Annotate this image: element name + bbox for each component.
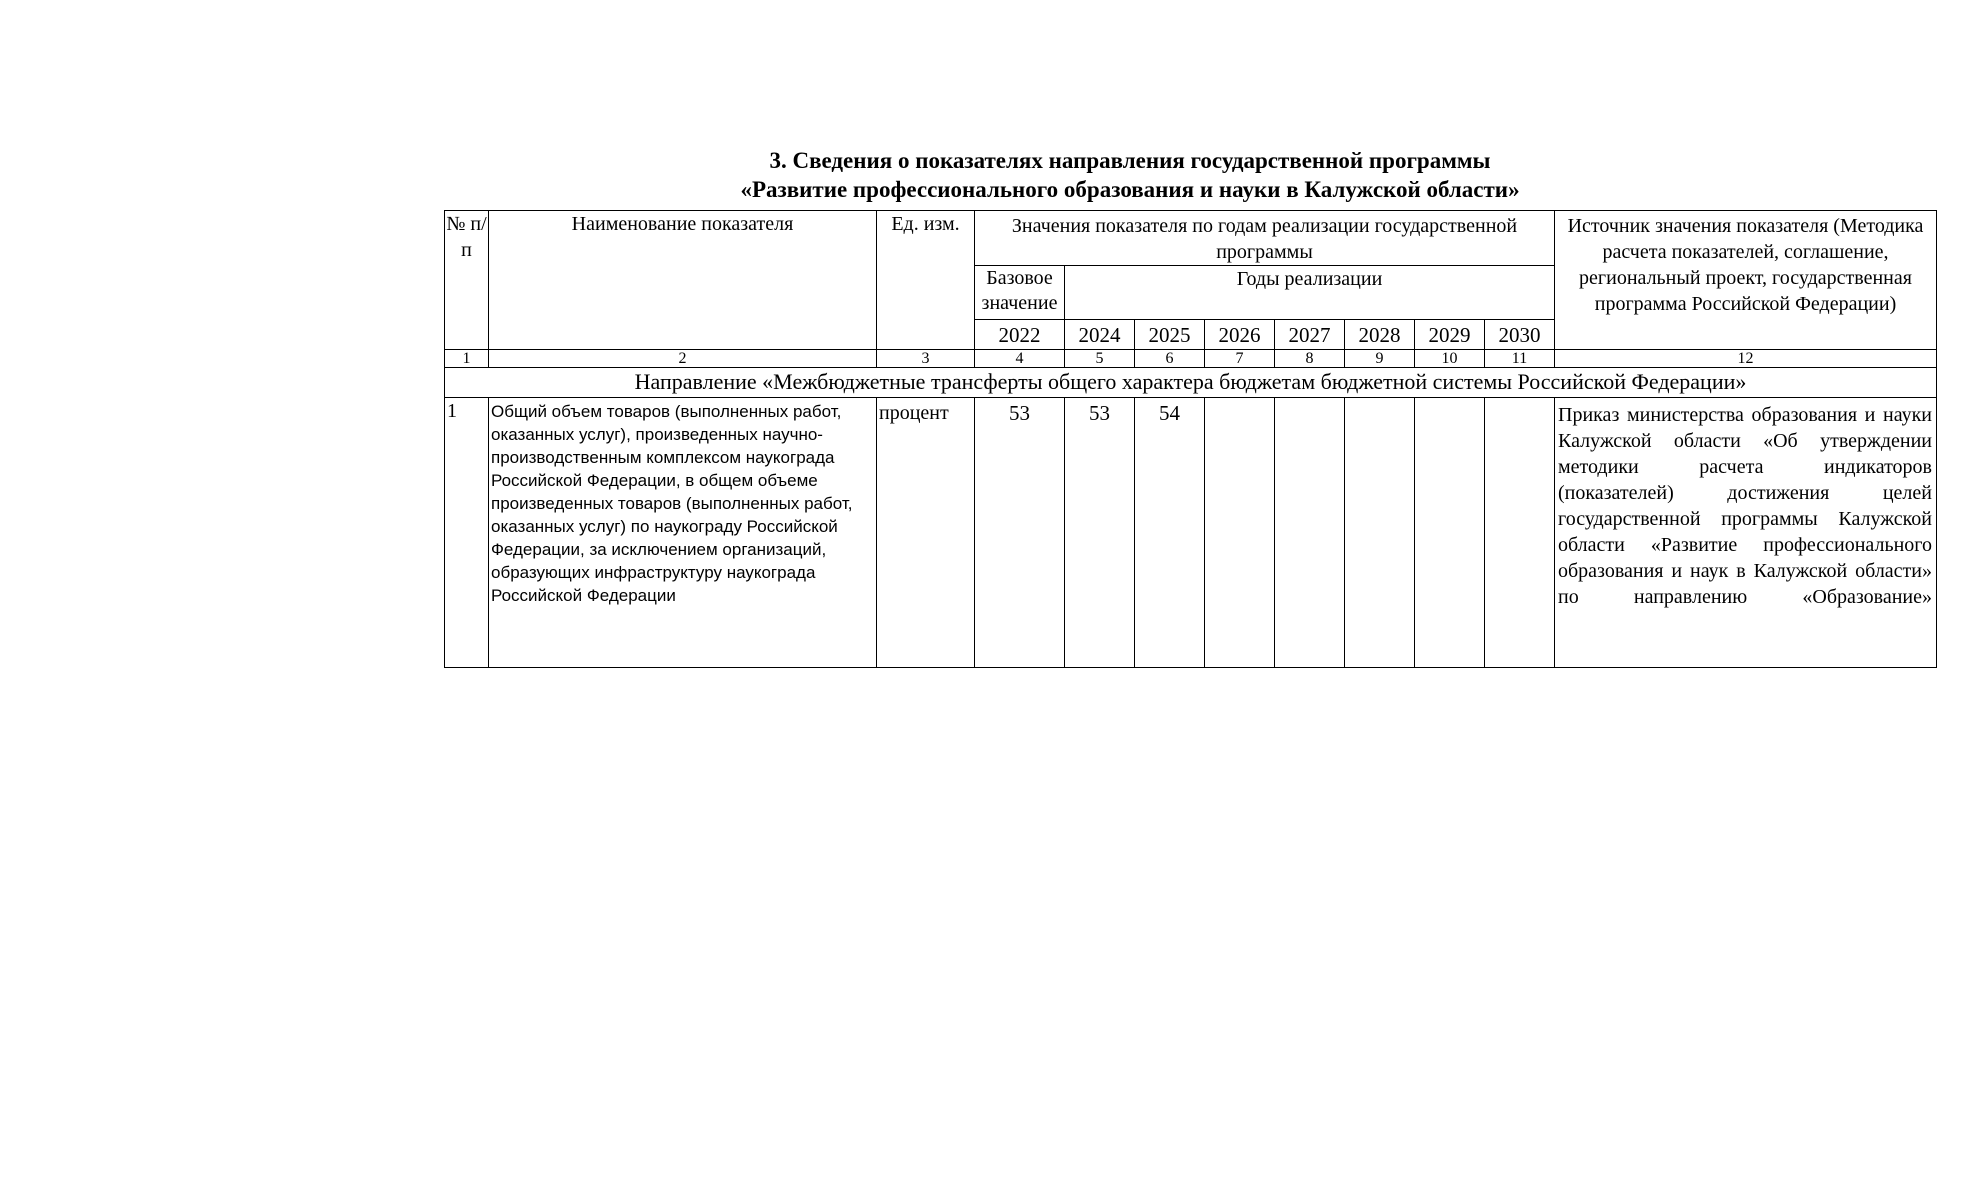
year-value: 54: [1135, 398, 1205, 668]
header-year: 2026: [1205, 320, 1275, 350]
direction-row: Направление «Межбюджетные трансферты общего характера бюджетам бюджетной системы Российской Федерации»: [445, 368, 1937, 398]
header-source: Источник значения показателя (Методика расчета показателей, соглашение, региональный проект, государственная программа Российской Федерации): [1555, 211, 1937, 350]
column-number: 6: [1135, 350, 1205, 368]
header-year: 2024: [1065, 320, 1135, 350]
year-value: [1345, 398, 1415, 668]
header-year: 2027: [1275, 320, 1345, 350]
year-value: [1275, 398, 1345, 668]
indicators-table: [444, 210, 1937, 668]
header-base-year: 2022: [975, 320, 1065, 350]
base-value: 53: [975, 398, 1065, 668]
header-year: 2028: [1345, 320, 1415, 350]
column-number: 11: [1485, 350, 1555, 368]
indicator-name: Общий объем товаров (выполненных работ, оказанных услуг), произведенных научно-производственным комплексом наукограда Российской Федерации, в общем объеме произведенных товаров (выполненных работ, оказанных услуг) по наукограду Российской Федерации, за исключением организаций, образующих инфраструктуру наукограда Российской Федерации: [489, 398, 877, 668]
header-unit: Ед. изм.: [877, 211, 975, 350]
header-name: Наименование показателя: [489, 211, 877, 350]
title-line-2: «Развитие профессионального образования и науки в Калужской области»: [740, 177, 1520, 202]
header-num: № п/п: [445, 211, 489, 350]
title-line-1: 3. Сведения о показателях направления государственной программы: [769, 148, 1491, 173]
column-number: 3: [877, 350, 975, 368]
column-number: 8: [1275, 350, 1345, 368]
document-title: [720, 146, 1540, 204]
column-number: 7: [1205, 350, 1275, 368]
column-number: 2: [489, 350, 877, 368]
column-number: 5: [1065, 350, 1135, 368]
column-number: 1: [445, 350, 489, 368]
table-row: [445, 398, 1937, 668]
column-number: 10: [1415, 350, 1485, 368]
header-year: 2030: [1485, 320, 1555, 350]
header-base: Базовое значение: [975, 266, 1065, 320]
column-number: 12: [1555, 350, 1937, 368]
year-value: 53: [1065, 398, 1135, 668]
header-years-group: Годы реализации: [1065, 266, 1555, 320]
year-value: [1205, 398, 1275, 668]
column-number: 9: [1345, 350, 1415, 368]
header-year: 2029: [1415, 320, 1485, 350]
indicator-unit: процент: [877, 398, 975, 668]
column-number: 4: [975, 350, 1065, 368]
year-value: [1485, 398, 1555, 668]
row-num: 1: [445, 398, 489, 668]
header-values-group: Значения показателя по годам реализации государственной программы: [975, 211, 1555, 266]
year-value: [1415, 398, 1485, 668]
indicator-source: Приказ министерства образования и науки Калужской области «Об утверждении методики расчета индикаторов (показателей) достижения целей государственной программы Калужской области «Развитие профессионального образования и наук в Калужской области» по направлению «Образование»: [1555, 398, 1937, 668]
header-year: 2025: [1135, 320, 1205, 350]
